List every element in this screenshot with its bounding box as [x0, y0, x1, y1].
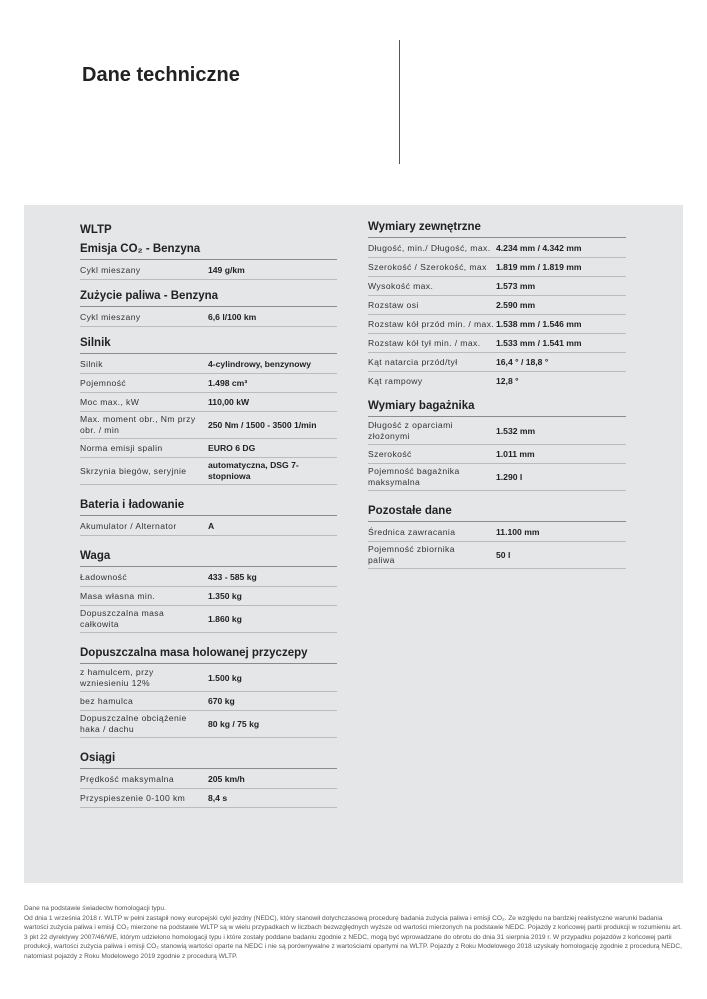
spec-label: Dopuszczalna masa całkowita	[80, 608, 165, 629]
spec-row	[368, 542, 626, 569]
spec-label: Pojemność	[80, 377, 127, 388]
spec-label: Długość z oparciami złożonymi	[368, 420, 453, 441]
spec-value: 1.538 mm / 1.546 mm	[496, 318, 582, 329]
spec-value: EURO 6 DG	[208, 442, 256, 453]
spec-label: Średnica zawracania	[368, 526, 456, 537]
spec-row	[80, 711, 337, 738]
weight-heading: Waga	[80, 550, 337, 567]
right-column	[368, 219, 626, 569]
spec-value: 1.290 l	[496, 471, 523, 482]
spec-row	[80, 412, 337, 439]
spec-row	[80, 374, 337, 393]
spec-value: 149 g/km	[208, 264, 245, 275]
spec-label: z hamulcem, przy wzniesieniu 12%	[80, 667, 154, 688]
spec-value: 6,6 l/100 km	[208, 311, 257, 322]
spec-row	[368, 418, 626, 445]
performance-heading: Osiągi	[80, 752, 337, 769]
spec-label: Kąt rampowy	[368, 375, 423, 386]
spec-label: Norma emisji spalin	[80, 442, 163, 453]
spec-label: Masa własna min.	[80, 590, 156, 601]
spec-label: Cykl mieszany	[80, 264, 141, 275]
spec-value: 433 - 585 kg	[208, 571, 257, 582]
footnote-wltp-info: Od dnia 1 września 2018 r. WLTP w pełni zastąpił nowy europejski cykl jezdny (NEDC), który stanowił dotychczasową procedurę badania zużycia paliwa i emisji CO₂. Ze względu na bardziej realistyczne warunki badania wartości zużycia paliwa i emisji CO₂ mierzone na podstawie WLTP są w wielu przypadkach w liczbach bezwzględnych wyższe od wartości mierzonych na podstawie NEDC. Pojazdy z końcowej partii produkcji w rozumieniu art. 3 pkt 22 dyrektywy 2007/46/WE, którym udzielono homologacji typu i które zostały poddane badaniu zgodnie z NEDC, mogą być wprowadzane do obrotu do dnia 31 sierpnia 2019 r. W przypadku pojazdów z końcowej partii produkcji, wartości zużycia paliwa i emisji CO₂ stanowią wartości oparte na NEDC i nie są porównywalne z wartościami opartymi na WLTP. Pojazdy z Roku Modelowego 2018 uzyskały homologację zgodnie z procedurą NEDC, natomiast pojazdy z Roku Modelowego 2019 zgodnie z procedurą WLTP.	[24, 914, 682, 960]
spec-value: automatyczna, DSG 7-stopniowa	[208, 460, 299, 481]
spec-value: A	[208, 520, 215, 531]
engine-heading: Silnik	[80, 337, 337, 354]
spec-label: Prędkość maksymalna	[80, 773, 175, 784]
spec-label: Skrzynia biegów, seryjnie	[80, 465, 187, 476]
spec-value: 1.532 mm	[496, 425, 536, 436]
spec-label: Szerokość / Szerokość, max	[368, 261, 487, 272]
spec-row	[80, 393, 337, 412]
spec-label: Moc max., kW	[80, 396, 140, 407]
spec-label: Dopuszczalne obciążenie haka / dachu	[80, 713, 187, 734]
wltp-heading: WLTP	[80, 224, 112, 236]
spec-label: Pojemność bagażnika maksymalna	[368, 466, 460, 487]
spec-row	[368, 315, 626, 334]
spec-label: bez hamulca	[80, 695, 134, 706]
spec-label: Silnik	[80, 358, 103, 369]
spec-value: 1.500 kg	[208, 672, 242, 683]
spec-value: 4-cylindrowy, benzynowy	[208, 358, 311, 369]
spec-value: 670 kg	[208, 695, 235, 706]
towing-heading: Dopuszczalna masa holowanej przyczepy	[80, 647, 337, 664]
spec-row	[80, 439, 337, 458]
spec-row	[368, 296, 626, 315]
spec-row	[80, 458, 337, 485]
spec-label: Akumulator / Alternator	[80, 520, 177, 531]
spec-label: Rozstaw osi	[368, 299, 419, 310]
spec-row	[80, 789, 337, 808]
spec-value: 11.100 mm	[496, 526, 540, 537]
spec-row	[80, 261, 337, 280]
spec-label: Pojemność zbiornika paliwa	[368, 544, 455, 565]
spec-value: 4.234 mm / 4.342 mm	[496, 242, 582, 253]
spec-label: Cykl mieszany	[80, 311, 141, 322]
spec-row	[80, 587, 337, 606]
spec-row	[80, 692, 337, 711]
spec-value: 16,4 ° / 18,8 °	[496, 356, 549, 367]
spec-panel	[24, 205, 683, 883]
spec-value: 50 l	[496, 549, 511, 560]
spec-label: Przyspieszenie 0-100 km	[80, 792, 186, 803]
spec-label: Rozstaw kół przód min. / max.	[368, 318, 495, 329]
spec-value: 8,4 s	[208, 792, 228, 803]
spec-row	[368, 258, 626, 277]
spec-value: 205 km/h	[208, 773, 245, 784]
spec-label: Wysokość max.	[368, 280, 434, 291]
page-title: Dane techniczne	[82, 64, 240, 86]
spec-value: 110,00 kW	[208, 396, 250, 407]
vertical-divider	[399, 40, 400, 164]
spec-row	[80, 770, 337, 789]
external-dimensions-heading: Wymiary zewnętrzne	[368, 221, 626, 238]
spec-value: 250 Nm / 1500 - 3500 1/min	[208, 419, 317, 430]
spec-row	[80, 517, 337, 536]
emission-heading: Emisja CO₂ - Benzyna	[80, 243, 337, 260]
spec-row	[368, 334, 626, 353]
spec-row	[368, 239, 626, 258]
spec-label: Rozstaw kół tył min. / max.	[368, 337, 481, 348]
luggage-heading: Wymiary bagażnika	[368, 400, 626, 417]
spec-value: 1.011 mm	[496, 448, 535, 459]
spec-row	[80, 606, 337, 633]
spec-row	[368, 372, 626, 390]
spec-label: Szerokość	[368, 448, 412, 459]
spec-row	[368, 464, 626, 491]
spec-row	[80, 355, 337, 374]
spec-row	[80, 308, 337, 327]
spec-row	[368, 445, 626, 464]
spec-label: Kąt natarcia przód/tył	[368, 356, 458, 367]
spec-row	[368, 353, 626, 372]
spec-value: 1.350 kg	[208, 590, 242, 601]
spec-label: Ładowność	[80, 571, 128, 582]
spec-label: Max. moment obr., Nm przy obr. / min	[80, 414, 196, 435]
spec-row	[80, 568, 337, 587]
spec-value: 80 kg / 75 kg	[208, 718, 260, 729]
spec-value: 1.819 mm / 1.819 mm	[496, 261, 582, 272]
spec-value: 2.590 mm	[496, 299, 536, 310]
spec-row	[368, 277, 626, 296]
other-data-heading: Pozostałe dane	[368, 505, 626, 522]
footnote-source: Dane na podstawie świadectw homologacji typu.	[24, 905, 166, 912]
spec-value: 1.533 mm / 1.541 mm	[496, 337, 582, 348]
footnote	[24, 904, 684, 962]
left-column	[80, 219, 337, 808]
spec-value: 1.498 cm³	[208, 377, 248, 388]
spec-label: Długość, min./ Długość, max.	[368, 242, 491, 253]
fuel-heading: Zużycie paliwa - Benzyna	[80, 290, 337, 307]
battery-heading: Bateria i ładowanie	[80, 499, 337, 516]
spec-value: 1.860 kg	[208, 613, 242, 624]
spec-row	[80, 665, 337, 692]
spec-value: 1.573 mm	[496, 280, 536, 291]
spec-row	[368, 523, 626, 542]
spec-value: 12,8 °	[496, 375, 519, 386]
